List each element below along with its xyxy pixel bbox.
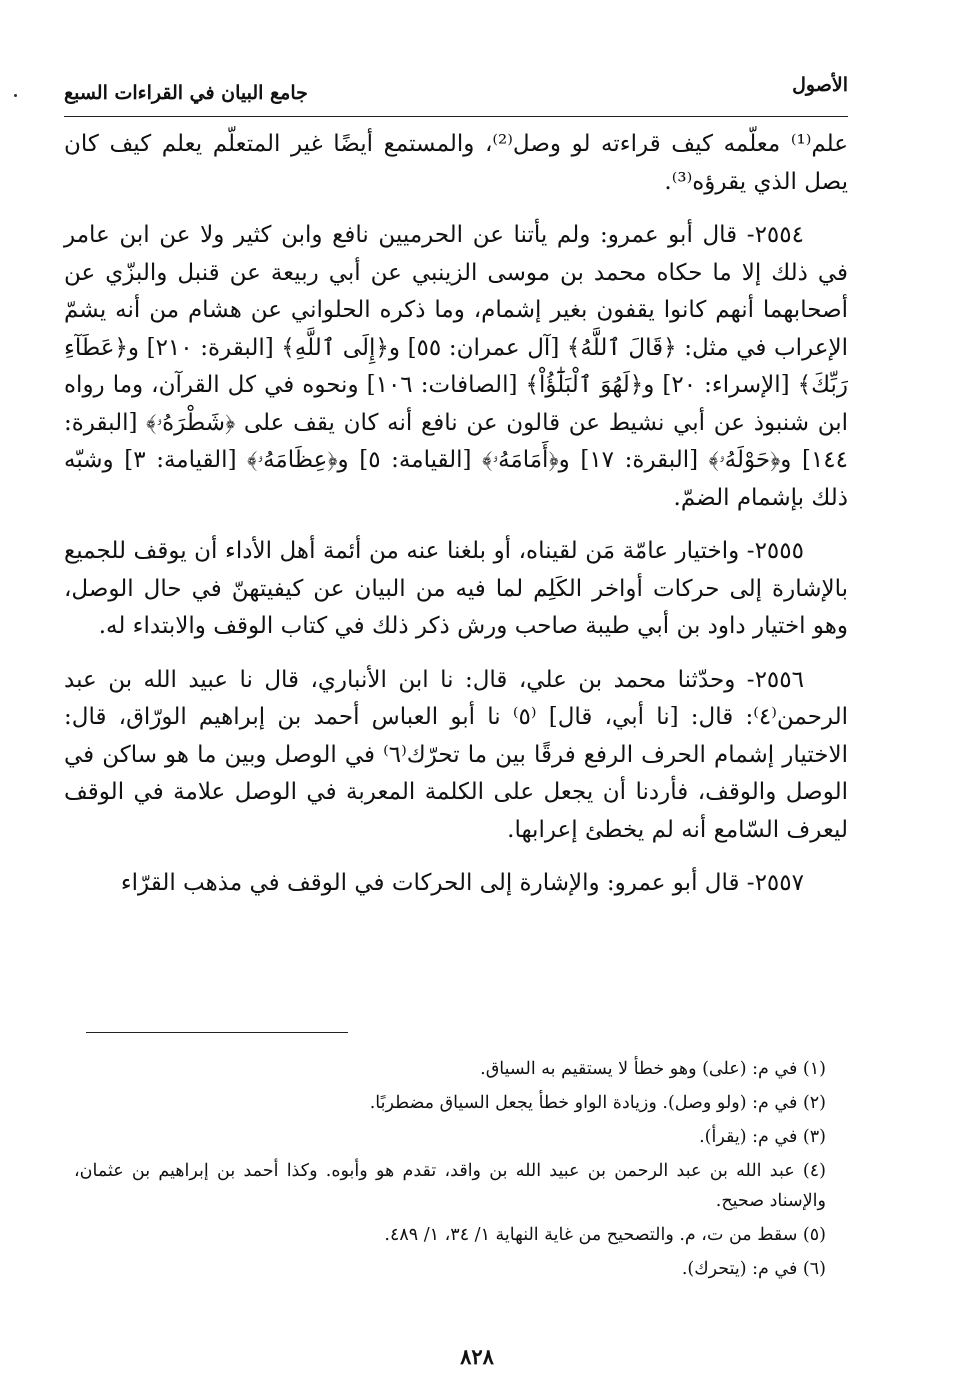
paragraph-2557: ٢٥٥٧- قال أبو عمرو: والإشارة إلى الحركات في الوقف في مذهب القرّاء (120, 870, 804, 896)
footnote-2: (٢) في م: (ولو وصل). وزيادة الواو خطأ يجعل السياق مضطربًا. (369, 1093, 826, 1113)
footnote-5: (٥) سقط من ت، م. والتصحيح من غاية النهاية ١/ ٣٤، ١/ ٤٨٩. (384, 1225, 826, 1245)
page-number: ٨٢٨ (460, 1344, 494, 1369)
running-header (64, 70, 848, 117)
footnote-3: (٣) في م: (يقرأ). (699, 1127, 826, 1147)
main-text (64, 126, 848, 919)
footnotes (74, 1054, 826, 1288)
header-book-title: جامع البيان في القراءات السبع (64, 82, 308, 104)
footnote-4: (٤) عبد الله بن عبد الرحمن بن عبيد الله بن واقد، تقدم هو وأبوه. وكذا أحمد بن إبراهيم بن عثمان، والإسناد صحيح. (74, 1161, 826, 1211)
paragraph-2555: ٢٥٥٥- واختيار عامّة مَن لقيناه، أو بلغنا عنه من أئمة أهل الأداء أن يوقف للجميع بالإشارة إلى حركات أواخر الكَلِم لما فيه من البيان عن كيفيتهنّ في حال الوصل، وهو اختيار داود بن أبي طيبة صاحب ورش ذكر ذلك في كتاب الوقف والابتداء له. (64, 538, 848, 639)
footnote-separator (86, 1032, 348, 1033)
paragraph-continuation: علم⁽¹⁾ معلّمه كيف قراءته لو وصل⁽²⁾، والمستمع أيضًا غير المتعلّم يعلم كيف كان يصل الذي يقرؤه⁽³⁾. (64, 131, 848, 195)
paragraph-2556: ٢٥٥٦- وحدّثنا محمد بن علي، قال: نا ابن الأنباري، قال نا عبيد الله بن عبد الرحمن⁽٤⁾: قال: [نا أبي، قال] ⁽٥⁾ نا أبو العباس أحمد بن إبراهيم الورّاق، قال: الاختيار إشمام الحرف الرفع فرقًا بين ما تحرّك⁽٦⁾ في الوصل وبين ما هو ساكن في الوصل والوقف، فأردنا أن يجعل على الكلمة المعربة في الوصل علامة في الوقف ليعرف السّامع أنه لم يخطئ إعرابها. (64, 666, 848, 843)
paragraph-2554: ٢٥٥٤- قال أبو عمرو: ولم يأتنا عن الحرميين نافع وابن كثير ولا عن ابن عامر في ذلك إلا ما حكاه محمد بن موسى الزينبي عن أبي ربيعة عن قنبل والبزّي عن أصحابهما أنهم كانوا يقفون بغير إشمام، وما ذكره الحلواني عن هشام من أنه يشمّ الإعراب في مثل: ﴿قَالَ ٱللَّهُ﴾ [آل عمران: ٥٥] و﴿إِلَى ٱللَّهِ﴾ [البقرة: ٢١٠] و﴿عَطَآءِ رَبِّكَ﴾ [الإسراء: ٢٠] و﴿لَهُوَ ٱلْبَلَٰٓؤُاْ﴾ [الصافات: ١٠٦] ونحوه في كل القرآن، وما رواه ابن شنبوذ عن أبي نشيط عن قالون عن نافع أنه كان يقف على ﴿شَطْرَهُۥ﴾ [البقرة: ١٤٤] و﴿حَوْلَهُۥ﴾ [البقرة: ١٧] و﴿أَمَامَهُۥ﴾ [القيامة: ٥] و﴿عِظَامَهُۥ﴾ [القيامة: ٣] وشبّه ذلك بإشمام الضمّ. (64, 222, 848, 511)
footnote-1: (١) في م: (على) وهو خطأ لا يستقيم به السياق. (480, 1059, 826, 1079)
scan-speck (14, 94, 17, 97)
footnote-6: (٦) في م: (يتحرك). (681, 1259, 826, 1279)
header-section-title: الأصول (792, 74, 848, 96)
